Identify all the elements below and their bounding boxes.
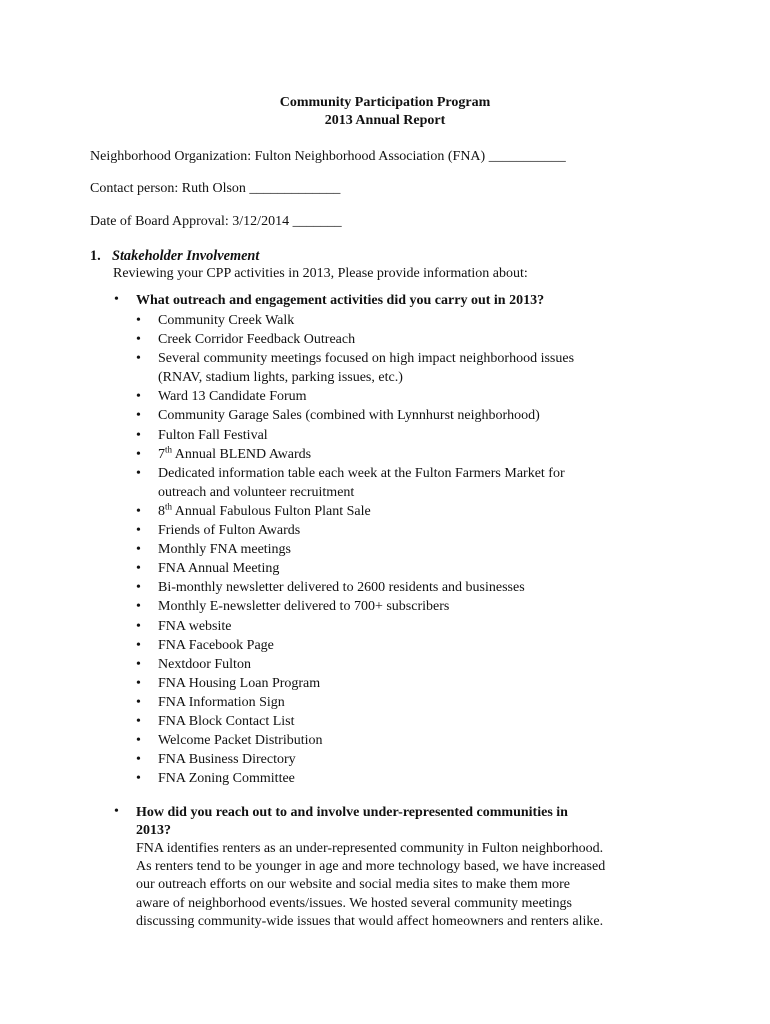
bullet-icon: •: [136, 694, 141, 710]
list-item: • Creek Corridor Feedback Outreach: [136, 330, 574, 349]
bullet-icon: •: [136, 656, 141, 672]
question-outreach: What outreach and engagement activities did you carry out in 2013?: [136, 293, 545, 308]
answer-line: As renters tend to be younger in age and more technology based, we have increased: [136, 859, 606, 875]
section-number: 1.: [90, 248, 101, 264]
section-intro: Reviewing your CPP activities in 2013, Please provide information about:: [113, 266, 528, 281]
list-item: • FNA Facebook Page: [136, 636, 574, 655]
list-item: • FNA website: [136, 617, 574, 636]
bullet-icon: •: [136, 427, 141, 443]
report-subtitle: 2013 Annual Report: [324, 113, 446, 128]
activity-list: [136, 311, 574, 788]
list-item: • FNA Information Sign: [136, 693, 574, 712]
bullet-icon: •: [136, 389, 141, 405]
bullet-icon: •: [136, 503, 141, 519]
list-item: • Friends of Fulton Awards: [136, 521, 574, 540]
bullet-icon: •: [136, 733, 141, 749]
question-underrepresented: How did you reach out to and involve under-represented communities in: [136, 805, 568, 820]
bullet-icon: •: [136, 561, 141, 577]
list-item: • 7th Annual BLEND Awards: [136, 445, 574, 464]
list-item: • Community Garage Sales (combined with Lynnhurst neighborhood): [136, 406, 574, 425]
bullet-icon: •: [136, 351, 141, 367]
bullet-icon: •: [136, 713, 141, 729]
bullet-icon: •: [136, 408, 141, 424]
answer-line: aware of neighborhood events/issues. We hosted several community meetings: [136, 895, 573, 911]
list-item: • Monthly FNA meetings: [136, 540, 574, 559]
bullet-icon: •: [136, 580, 141, 596]
section-heading: [90, 248, 259, 265]
answer-line: our outreach efforts on our website and social media sites to make them more: [136, 877, 570, 893]
list-item: • FNA Block Contact List: [136, 712, 574, 731]
bullet-icon: •: [136, 332, 141, 348]
list-item: • FNA Zoning Committee: [136, 769, 574, 788]
list-item: • Several community meetings focused on high impact neighborhood issues (RNAV, stadium lights, parking issues, etc.): [136, 351, 575, 386]
answer-line: FNA identifies renters as an under-represented community in Fulton neighborhood.: [136, 841, 604, 856]
approval-date-line: Date of Board Approval: 3/12/2014 _______: [90, 214, 342, 229]
bullet-icon: •: [136, 542, 141, 558]
bullet-icon: •: [136, 465, 141, 481]
bullet-icon: •: [114, 292, 119, 307]
list-item: • 8th Annual Fabulous Fulton Plant Sale: [136, 502, 574, 521]
answer-paragraph: [136, 840, 605, 931]
bullet-icon: •: [136, 675, 141, 691]
bullet-icon: •: [114, 804, 119, 819]
list-item: • FNA Annual Meeting: [136, 559, 574, 578]
list-item: • Dedicated information table each week at the Fulton Farmers Market for outreach and volunteer recruitment: [136, 465, 565, 500]
bullet-icon: •: [136, 637, 141, 653]
list-item: • FNA Business Directory: [136, 750, 574, 769]
bullet-icon: •: [136, 771, 141, 787]
bullet-icon: •: [136, 313, 141, 328]
list-item: • Nextdoor Fulton: [136, 655, 574, 674]
list-item: • Monthly E-newsletter delivered to 700+ subscribers: [136, 597, 574, 616]
answer-line: discussing community-wide issues that would affect homeowners and renters alike.: [136, 913, 604, 929]
list-item: • Bi-monthly newsletter delivered to 2600 residents and businesses: [136, 578, 574, 597]
organization-line: Neighborhood Organization: Fulton Neighborhood Association (FNA) ___________: [90, 149, 566, 164]
section-title: Stakeholder Involvement: [112, 248, 260, 264]
list-item: • Welcome Packet Distribution: [136, 731, 574, 750]
list-item: • Ward 13 Candidate Forum: [136, 387, 574, 406]
question-underrepresented-cont: 2013?: [136, 823, 171, 838]
bullet-icon: •: [136, 599, 141, 615]
report-title: Community Participation Program: [279, 95, 491, 110]
contact-line: Contact person: Ruth Olson _____________: [90, 181, 341, 196]
bullet-icon: •: [136, 523, 141, 539]
bullet-icon: •: [136, 618, 141, 634]
bullet-icon: •: [136, 752, 141, 768]
list-item: • FNA Housing Loan Program: [136, 674, 574, 693]
bullet-icon: •: [136, 446, 141, 462]
list-item: • Fulton Fall Festival: [136, 426, 574, 445]
list-item: • Community Creek Walk: [136, 311, 574, 330]
